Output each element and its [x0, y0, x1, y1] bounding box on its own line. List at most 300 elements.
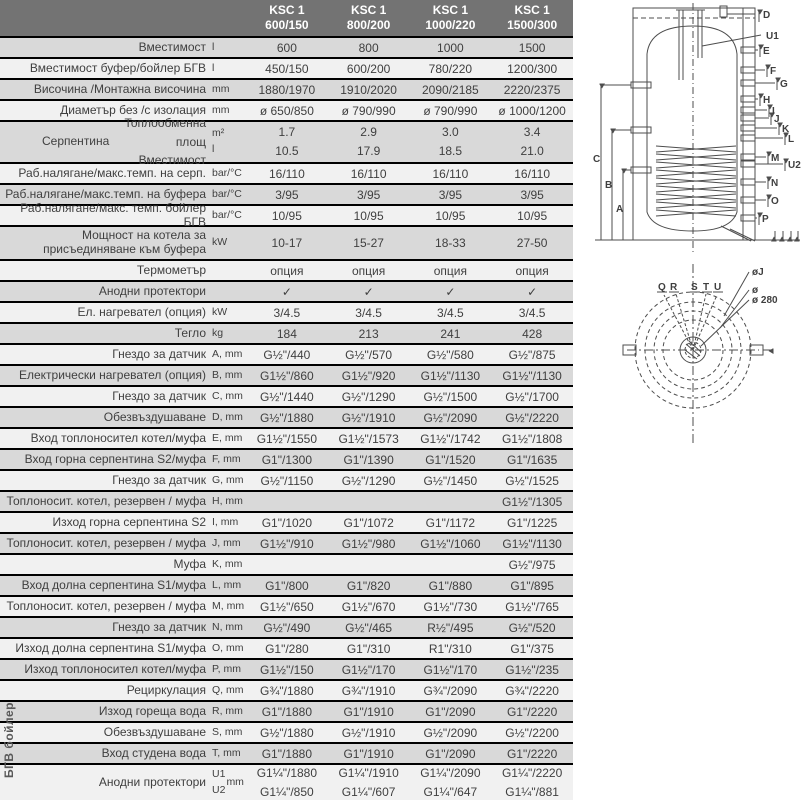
- cell-value: G1"/1520: [410, 453, 492, 467]
- cell-value-stack: [491, 764, 573, 801]
- cell-value: ø 790/990: [410, 104, 492, 118]
- cell-value: ✓: [246, 285, 328, 299]
- model-size: 600/150: [246, 18, 328, 33]
- table-row: [0, 490, 573, 511]
- cell-value: 3/4.5: [410, 306, 492, 320]
- dim-label-f: F: [770, 66, 776, 77]
- cell-value: 3/95: [246, 188, 328, 202]
- row-unit: bar/°C: [212, 189, 246, 201]
- cell-value: G½"/2090: [410, 411, 492, 425]
- cell-value: G1½"/670: [328, 600, 410, 614]
- cell-value: [491, 764, 573, 801]
- row-unit: J, mm: [212, 538, 246, 550]
- port-label-t: T: [703, 282, 709, 293]
- row-unit-stack: [212, 126, 224, 158]
- cell-value: 600: [246, 41, 328, 55]
- table-row: [0, 385, 573, 406]
- dim-label-g: G: [780, 79, 788, 90]
- row-label: Изход горна серпентина S2: [0, 516, 212, 530]
- row-label: Изход гореща вода: [0, 705, 212, 719]
- cell-value: G½"/975: [491, 558, 573, 572]
- cell-value-stack-line: 17.9: [328, 142, 410, 161]
- cell-value: 27-50: [491, 236, 573, 250]
- dim-label-p: P: [762, 214, 769, 225]
- cell-value: 1500: [491, 41, 573, 55]
- dim-label-o: O: [771, 196, 779, 207]
- dim-label-b: B: [605, 180, 612, 191]
- cell-value: G½"/440: [246, 348, 328, 362]
- row-label: Изход топлоносител котел/муфа: [0, 663, 212, 677]
- cell-value: ✓: [491, 285, 573, 299]
- cell-value: G1½"/1742: [410, 432, 492, 446]
- cell-value: G1"/1172: [410, 516, 492, 530]
- table-row: [0, 162, 573, 183]
- table-row: [0, 469, 573, 490]
- cell-value: G1½"/910: [246, 537, 328, 551]
- cell-value: G1"/2090: [410, 705, 492, 719]
- cell-value: 16/110: [328, 167, 410, 181]
- cell-value: [246, 764, 328, 801]
- row-unit: S, mm: [212, 727, 246, 739]
- cell-value: G1"/820: [328, 579, 410, 593]
- table-row: [0, 364, 573, 385]
- cell-value: G½"/1525: [491, 474, 573, 488]
- model-size: 1000/220: [410, 18, 492, 33]
- row-unit: C, mm: [212, 391, 246, 403]
- row-unit: A, mm: [212, 349, 246, 361]
- cell-value: G1"/1910: [328, 705, 410, 719]
- row-unit: D, mm: [212, 412, 246, 424]
- cell-value-stack: [246, 764, 328, 801]
- cell-value: G1"/2090: [410, 747, 492, 761]
- cell-value: ø 1000/1200: [491, 104, 573, 118]
- cell-value-stack-line: 2.9: [328, 123, 410, 142]
- dim-label-l: L: [788, 134, 794, 145]
- row-unit: [212, 767, 246, 799]
- row-label: Гнездо за датчик: [0, 621, 212, 635]
- cell-value: G1½"/1130: [491, 537, 573, 551]
- cell-value-stack: [328, 123, 410, 160]
- cell-value-stack-line: G1¼"/1880: [246, 764, 328, 783]
- cell-value: G1"/1390: [328, 453, 410, 467]
- header-model: [410, 3, 492, 33]
- row-unit: mm: [212, 84, 246, 96]
- dim-label-u2: U2: [788, 160, 801, 171]
- row-label: Муфа: [0, 558, 212, 572]
- row-label: Вход топлоносител котел/муфа: [0, 432, 212, 446]
- row-label: Обезвъздушаване: [0, 411, 212, 425]
- cell-value: G½"/1150: [246, 474, 328, 488]
- cell-value: 10/95: [410, 209, 492, 223]
- cell-value: G½"/1440: [246, 390, 328, 404]
- diameter-label-280: ø 280: [752, 295, 778, 306]
- cell-value: G1"/880: [410, 579, 492, 593]
- cell-value: G1½"/860: [246, 369, 328, 383]
- cell-value: G½"/1910: [328, 411, 410, 425]
- row-unit: K, mm: [212, 559, 246, 571]
- cell-value: G½"/1910: [328, 726, 410, 740]
- row-sublabel-line: Топлообменна площ: [109, 114, 206, 151]
- cell-value-stack-line: G1¼"/2220: [491, 764, 573, 783]
- table-row: [0, 406, 573, 427]
- cell-value-stack-line: 3.4: [491, 123, 573, 142]
- row-sublabel: [109, 114, 206, 170]
- cell-value: G1½"/150: [246, 663, 328, 677]
- header-model: [328, 3, 410, 33]
- row-unit-stack-line: m²: [212, 126, 224, 142]
- model-series: KSC 1: [246, 3, 328, 18]
- cell-value: 10/95: [246, 209, 328, 223]
- cell-value: [410, 764, 492, 801]
- cell-value: G¾"/2090: [410, 684, 492, 698]
- dim-label-u1: U1: [766, 31, 779, 42]
- cell-value: 15-27: [328, 236, 410, 250]
- dim-label-a: A: [616, 204, 623, 215]
- port-label-s: S: [691, 282, 698, 293]
- dim-label-j: J: [774, 114, 780, 125]
- table-row: [0, 595, 573, 616]
- row-unit: L, mm: [212, 580, 246, 592]
- cell-value: 10/95: [491, 209, 573, 223]
- row-label: Раб.налягане/макс. темп. бойлер БГВ: [0, 202, 212, 230]
- cell-value: ✓: [410, 285, 492, 299]
- cell-value: 3/4.5: [328, 306, 410, 320]
- cell-value: G1½"/765: [491, 600, 573, 614]
- cell-value: G1½"/1573: [328, 432, 410, 446]
- cell-value: G1"/1020: [246, 516, 328, 530]
- table-row: [0, 225, 573, 259]
- cell-value: G½"/2090: [410, 726, 492, 740]
- table-row: [0, 574, 573, 595]
- cell-value: 18-33: [410, 236, 492, 250]
- row-group-label: Серпентина: [0, 135, 109, 149]
- cell-value: [410, 123, 492, 160]
- row-label: Вход горна серпентина S2/муфа: [0, 453, 212, 467]
- cell-value: 16/110: [246, 167, 328, 181]
- cell-value: опция: [328, 264, 410, 278]
- table-row: [0, 616, 573, 637]
- cell-value: G1"/800: [246, 579, 328, 593]
- row-unit: P, mm: [212, 664, 246, 676]
- row-sublabel-line: Вместимост: [109, 151, 206, 170]
- table-row: [0, 658, 573, 679]
- cell-value: G½"/2200: [491, 726, 573, 740]
- row-unit: l: [212, 42, 246, 54]
- table-row: [0, 259, 573, 280]
- table-body: [0, 36, 573, 800]
- cell-value: [491, 123, 573, 160]
- cell-value: G½"/520: [491, 621, 573, 635]
- cell-value: 3/4.5: [246, 306, 328, 320]
- cell-value-stack-line: G1¼"/850: [246, 783, 328, 801]
- table-row: [0, 742, 573, 763]
- cell-value: G½"/875: [491, 348, 573, 362]
- row-label: Вместимост буфер/бойлер БГВ: [0, 62, 212, 76]
- cell-value: 3/4.5: [491, 306, 573, 320]
- cell-value: 184: [246, 327, 328, 341]
- cell-value: 1910/2020: [328, 83, 410, 97]
- cell-value: G1½"/1130: [491, 369, 573, 383]
- row-label: Анодни протектори: [0, 285, 212, 299]
- cell-value: опция: [410, 264, 492, 278]
- tank-diagram-svg: [573, 0, 807, 460]
- cell-value: 600/200: [328, 62, 410, 76]
- cell-value-stack: [410, 123, 492, 160]
- model-series: KSC 1: [491, 3, 573, 18]
- cell-value: [328, 123, 410, 160]
- dim-label-n: N: [771, 178, 778, 189]
- cell-value-stack: [328, 764, 410, 801]
- cell-value: R½"/495: [410, 621, 492, 635]
- table-row: [0, 301, 573, 322]
- cell-value-stack: [246, 123, 328, 160]
- cell-value-stack-line: G1¼"/647: [410, 783, 492, 801]
- row-label: Топлоносит. котел, резервен / муфа: [0, 537, 212, 551]
- row-unit: kg: [212, 328, 246, 340]
- model-series: KSC 1: [410, 3, 492, 18]
- cell-value: ø 790/990: [328, 104, 410, 118]
- diameter-label-j: øJ: [752, 267, 764, 278]
- cell-value: 450/150: [246, 62, 328, 76]
- row-label: Термометър: [0, 264, 212, 278]
- table-row: [0, 343, 573, 364]
- cell-value: G½"/1880: [246, 411, 328, 425]
- cell-value: опция: [491, 264, 573, 278]
- cell-value: G½"/490: [246, 621, 328, 635]
- cell-value-stack-line: G1¼"/607: [328, 783, 410, 801]
- cell-value: G½"/570: [328, 348, 410, 362]
- cell-value: 10-17: [246, 236, 328, 250]
- cell-value: G½"/1290: [328, 474, 410, 488]
- model-size: 1500/300: [491, 18, 573, 33]
- row-unit: bar/°C: [212, 168, 246, 180]
- table-row: [0, 36, 573, 57]
- row-label: Гнездо за датчик: [0, 348, 212, 362]
- cell-value: G1"/895: [491, 579, 573, 593]
- cell-value: G1"/2220: [491, 705, 573, 719]
- port-label-u: U: [714, 282, 721, 293]
- dim-label-e: E: [763, 46, 770, 57]
- cell-value: 800: [328, 41, 410, 55]
- row-label: Топлоносит. котел, резервен / муфа: [0, 495, 212, 509]
- cell-value: опция: [246, 264, 328, 278]
- cell-value: [328, 764, 410, 801]
- cell-value: G1"/310: [328, 642, 410, 656]
- row-unit: G, mm: [212, 475, 246, 487]
- cell-value: G1½"/980: [328, 537, 410, 551]
- row-label: Вход студена вода: [0, 747, 212, 761]
- cell-value: G½"/580: [410, 348, 492, 362]
- table-row: [0, 322, 573, 343]
- row-label: Изход долна серпентина S1/муфа: [0, 642, 212, 656]
- row-unit: N, mm: [212, 622, 246, 634]
- cell-value: G½"/1500: [410, 390, 492, 404]
- cell-value: G1½"/170: [410, 663, 492, 677]
- row-unit-side: mm: [226, 777, 244, 789]
- header-model: [246, 3, 328, 33]
- row-unit: T, mm: [212, 748, 246, 760]
- row-unit: H, mm: [212, 496, 246, 508]
- cell-value-stack-line: 21.0: [491, 142, 573, 161]
- cell-value: 3/95: [491, 188, 573, 202]
- cell-value: ø 650/850: [246, 104, 328, 118]
- table-row: [0, 721, 573, 742]
- row-label: Гнездо за датчик: [0, 474, 212, 488]
- row-unit: F, mm: [212, 454, 246, 466]
- group-label-bgv-boiler: БГВ бойлер: [2, 688, 17, 792]
- table-row: [0, 679, 573, 700]
- cell-value: G1"/1635: [491, 453, 573, 467]
- cell-value: 2220/2375: [491, 83, 573, 97]
- row-label: Височина /Монтажна височина: [0, 83, 212, 97]
- row-label: Анодни протектори: [0, 776, 212, 790]
- header-row: [0, 0, 573, 36]
- row-label: Рециркулация: [0, 684, 212, 698]
- cell-value: G1½"/650: [246, 600, 328, 614]
- row-label: Тегло: [0, 327, 212, 341]
- table-row: [0, 553, 573, 574]
- cell-value-stack-line: 18.5: [410, 142, 492, 161]
- cell-value: 780/220: [410, 62, 492, 76]
- cell-value-stack-line: G1¼"/881: [491, 783, 573, 801]
- row-unit: l: [212, 63, 246, 75]
- cell-value: G1"/375: [491, 642, 573, 656]
- row-unit: I, mm: [212, 517, 246, 529]
- cell-value: G1½"/235: [491, 663, 573, 677]
- row-label: Раб.налягане/макс.темп. на серп.: [0, 167, 212, 181]
- cell-value: G¾"/1910: [328, 684, 410, 698]
- cell-value: 10/95: [328, 209, 410, 223]
- cell-value: G1"/280: [246, 642, 328, 656]
- cell-value: G1½"/1550: [246, 432, 328, 446]
- row-unit: Q, mm: [212, 685, 246, 697]
- row-label: Ел. нагревател (опция): [0, 306, 212, 320]
- cell-value: G1½"/1305: [491, 495, 573, 509]
- table-row: [0, 700, 573, 721]
- cell-value: G½"/1880: [246, 726, 328, 740]
- row-unit: E, mm: [212, 433, 246, 445]
- table-row: [0, 280, 573, 301]
- cell-value: G1½"/1130: [410, 369, 492, 383]
- model-size: 800/200: [328, 18, 410, 33]
- dim-label-h: H: [763, 95, 770, 106]
- table-row: [0, 427, 573, 448]
- cell-value-stack-line: 1.7: [246, 123, 328, 142]
- cell-value: G1½"/170: [328, 663, 410, 677]
- cell-value: G1½"/1060: [410, 537, 492, 551]
- table-row: [0, 120, 573, 162]
- table-row: [0, 532, 573, 553]
- cell-value: G1"/1300: [246, 453, 328, 467]
- dim-label-d: D: [763, 10, 770, 21]
- cell-value: 1000: [410, 41, 492, 55]
- row-label: [0, 114, 212, 170]
- cell-value: G½"/1450: [410, 474, 492, 488]
- cell-value: G1"/2220: [491, 747, 573, 761]
- cell-value: 16/110: [491, 167, 573, 181]
- row-label: Мощност на котела за присъединяване към буфера: [0, 229, 212, 257]
- cell-value: G1½"/920: [328, 369, 410, 383]
- row-label: Гнездо за датчик: [0, 390, 212, 404]
- row-unit: M, mm: [212, 601, 246, 613]
- table-row: [0, 763, 573, 800]
- row-unit: bar/°C: [212, 210, 246, 222]
- row-unit-stack-line: U2: [212, 783, 225, 799]
- row-label: Раб.налягане/макс.темп. на буфера: [0, 188, 212, 202]
- cell-value: 3/95: [328, 188, 410, 202]
- cell-value: G¾"/2220: [491, 684, 573, 698]
- dim-label-i: I: [772, 106, 775, 117]
- header-model: [491, 3, 573, 33]
- table-row: [0, 511, 573, 532]
- model-series: KSC 1: [328, 3, 410, 18]
- row-unit: kW: [212, 237, 246, 249]
- row-unit-stack: [212, 767, 225, 799]
- cell-value-stack-line: 10.5: [246, 142, 328, 161]
- row-unit-stack-line: l: [212, 142, 224, 158]
- row-label: Вместимост: [0, 41, 212, 55]
- row-label: Електрически нагревател (опция): [0, 369, 212, 383]
- row-unit-stack-line: U1: [212, 767, 225, 783]
- row-unit: B, mm: [212, 370, 246, 382]
- row-label: Топлоносит. котел, резервен / муфа: [0, 600, 212, 614]
- row-label: Обезвъздушаване: [0, 726, 212, 740]
- dim-label-k: K: [782, 124, 790, 135]
- cell-value: G1"/1880: [246, 705, 328, 719]
- table-row: [0, 204, 573, 225]
- cell-value: 1880/1970: [246, 83, 328, 97]
- cell-value: G1"/1072: [328, 516, 410, 530]
- row-label: Вход долна серпентина S1/муфа: [0, 579, 212, 593]
- dim-label-m: M: [771, 153, 779, 164]
- cell-value: 428: [491, 327, 573, 341]
- cell-value: G1½"/730: [410, 600, 492, 614]
- table-row: [0, 78, 573, 99]
- cell-value: 3/95: [410, 188, 492, 202]
- dim-label-c: C: [593, 154, 600, 165]
- cell-value: G½"/1700: [491, 390, 573, 404]
- row-unit: mm: [212, 105, 246, 117]
- row-unit: [212, 126, 246, 158]
- port-label-r: R: [670, 282, 678, 293]
- cell-value: G½"/1290: [328, 390, 410, 404]
- cell-value: G¾"/1880: [246, 684, 328, 698]
- cell-value: G1½"/1808: [491, 432, 573, 446]
- cell-value: 1200/300: [491, 62, 573, 76]
- cell-value: G½"/2220: [491, 411, 573, 425]
- cell-value: G1"/1910: [328, 747, 410, 761]
- cell-value: [246, 123, 328, 160]
- cell-value: R1"/310: [410, 642, 492, 656]
- row-unit: kW: [212, 307, 246, 319]
- cell-value-stack: [491, 123, 573, 160]
- cell-value-stack-line: 3.0: [410, 123, 492, 142]
- tank-diagram: [573, 0, 807, 460]
- cell-value: G1"/1880: [246, 747, 328, 761]
- cell-value-stack: [410, 764, 492, 801]
- row-unit: R, mm: [212, 706, 246, 718]
- table-row: [0, 448, 573, 469]
- cell-value: G1"/1225: [491, 516, 573, 530]
- cell-value-stack-line: G1¼"/1910: [328, 764, 410, 783]
- table-row: [0, 57, 573, 78]
- cell-value: G½"/465: [328, 621, 410, 635]
- cell-value: 16/110: [410, 167, 492, 181]
- table-row: [0, 637, 573, 658]
- port-label-q: Q: [658, 282, 666, 293]
- cell-value: ✓: [328, 285, 410, 299]
- row-unit: O, mm: [212, 643, 246, 655]
